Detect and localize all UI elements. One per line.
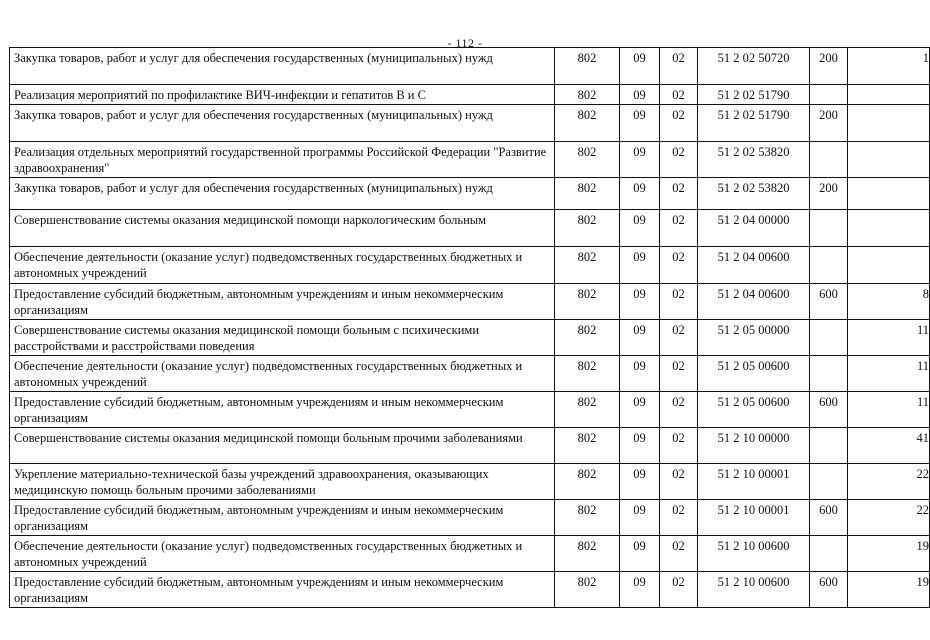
subsection-code-cell: 02	[660, 142, 698, 178]
subsection-code-cell: 02	[660, 105, 698, 142]
page-number: - 112 -	[447, 36, 483, 50]
ministry-code-cell: 802	[555, 464, 620, 500]
ministry-code-cell: 802	[555, 356, 620, 392]
expense-type-cell	[810, 428, 848, 464]
target-article-cell: 51 2 02 50720	[698, 48, 810, 85]
target-article-cell: 51 2 02 51790	[698, 105, 810, 142]
ministry-code-cell: 802	[555, 536, 620, 572]
ministry-code-cell: 802	[555, 572, 620, 608]
amount-cell: 11	[848, 320, 930, 356]
subsection-code-cell: 02	[660, 85, 698, 105]
section-code-cell: 09	[620, 500, 660, 536]
expense-name-cell: Обеспечение деятельности (оказание услуг) подведомственных государственных бюджетных и автономных учреждений	[10, 356, 555, 392]
table-row	[10, 178, 930, 210]
target-article-cell: 51 2 04 00600	[698, 247, 810, 284]
table-row	[10, 210, 930, 247]
table-row	[10, 536, 930, 572]
subsection-code-cell: 02	[660, 428, 698, 464]
amount-cell	[848, 247, 930, 284]
expense-name-cell: Обеспечение деятельности (оказание услуг) подведомственных государственных бюджетных и автономных учреждений	[10, 247, 555, 284]
subsection-code-cell: 02	[660, 392, 698, 428]
subsection-code-cell: 02	[660, 536, 698, 572]
section-code-cell: 09	[620, 464, 660, 500]
table-row	[10, 428, 930, 464]
target-article-cell: 51 2 04 00600	[698, 284, 810, 320]
expense-name-cell: Закупка товаров, работ и услуг для обеспечения государственных (муниципальных) нужд	[10, 48, 555, 85]
amount-cell	[848, 178, 930, 210]
ministry-code-cell: 802	[555, 284, 620, 320]
section-code-cell: 09	[620, 392, 660, 428]
ministry-code-cell: 802	[555, 105, 620, 142]
expense-type-cell	[810, 536, 848, 572]
ministry-code-cell: 802	[555, 428, 620, 464]
subsection-code-cell: 02	[660, 320, 698, 356]
expense-type-cell: 200	[810, 105, 848, 142]
table-row	[10, 85, 930, 105]
subsection-code-cell: 02	[660, 356, 698, 392]
subsection-code-cell: 02	[660, 178, 698, 210]
target-article-cell: 51 2 10 00600	[698, 572, 810, 608]
ministry-code-cell: 802	[555, 392, 620, 428]
budget-table	[9, 47, 930, 608]
table-row	[10, 572, 930, 608]
section-code-cell: 09	[620, 320, 660, 356]
expense-type-cell	[810, 464, 848, 500]
ministry-code-cell: 802	[555, 48, 620, 85]
target-article-cell: 51 2 02 51790	[698, 85, 810, 105]
section-code-cell: 09	[620, 572, 660, 608]
table-row	[10, 247, 930, 284]
expense-type-cell	[810, 356, 848, 392]
subsection-code-cell: 02	[660, 210, 698, 247]
amount-cell	[848, 142, 930, 178]
amount-cell: 8	[848, 284, 930, 320]
amount-cell: 11	[848, 356, 930, 392]
section-code-cell: 09	[620, 48, 660, 85]
amount-cell: 19	[848, 572, 930, 608]
target-article-cell: 51 2 10 00600	[698, 536, 810, 572]
subsection-code-cell: 02	[660, 572, 698, 608]
expense-name-cell: Закупка товаров, работ и услуг для обеспечения государственных (муниципальных) нужд	[10, 105, 555, 142]
subsection-code-cell: 02	[660, 48, 698, 85]
expense-name-cell: Предоставление субсидий бюджетным, автономным учреждениям и иным некоммерческим организациям	[10, 284, 555, 320]
table-row	[10, 48, 930, 85]
section-code-cell: 09	[620, 356, 660, 392]
ministry-code-cell: 802	[555, 178, 620, 210]
subsection-code-cell: 02	[660, 500, 698, 536]
target-article-cell: 51 2 02 53820	[698, 178, 810, 210]
expense-name-cell: Совершенствование системы оказания медицинской помощи больным с психическими расстройствами и расстройствами поведения	[10, 320, 555, 356]
target-article-cell: 51 2 05 00000	[698, 320, 810, 356]
section-code-cell: 09	[620, 536, 660, 572]
table-row	[10, 105, 930, 142]
expense-type-cell	[810, 247, 848, 284]
expense-name-cell: Предоставление субсидий бюджетным, автономным учреждениям и иным некоммерческим организациям	[10, 572, 555, 608]
subsection-code-cell: 02	[660, 284, 698, 320]
ministry-code-cell: 802	[555, 85, 620, 105]
section-code-cell: 09	[620, 142, 660, 178]
table-row	[10, 142, 930, 178]
expense-type-cell	[810, 142, 848, 178]
section-code-cell: 09	[620, 210, 660, 247]
target-article-cell: 51 2 05 00600	[698, 356, 810, 392]
target-article-cell: 51 2 05 00600	[698, 392, 810, 428]
expense-name-cell: Совершенствование системы оказания медицинской помощи наркологическим больным	[10, 210, 555, 247]
expense-name-cell: Реализация мероприятий по профилактике ВИЧ-инфекции и гепатитов В и С	[10, 85, 555, 105]
section-code-cell: 09	[620, 105, 660, 142]
target-article-cell: 51 2 02 53820	[698, 142, 810, 178]
amount-cell	[848, 105, 930, 142]
ministry-code-cell: 802	[555, 320, 620, 356]
table-row	[10, 356, 930, 392]
table-row	[10, 284, 930, 320]
expense-name-cell: Реализация отдельных мероприятий государственной программы Российской Федерации "Развитие здравоохранения"	[10, 142, 555, 178]
expense-name-cell: Предоставление субсидий бюджетным, автономным учреждениям и иным некоммерческим организациям	[10, 392, 555, 428]
amount-cell: 22	[848, 464, 930, 500]
section-code-cell: 09	[620, 85, 660, 105]
expense-name-cell: Предоставление субсидий бюджетным, автономным учреждениям и иным некоммерческим организациям	[10, 500, 555, 536]
ministry-code-cell: 802	[555, 247, 620, 284]
amount-cell: 22	[848, 500, 930, 536]
expense-type-cell: 200	[810, 48, 848, 85]
expense-name-cell: Обеспечение деятельности (оказание услуг) подведомственных государственных бюджетных и автономных учреждений	[10, 536, 555, 572]
target-article-cell: 51 2 10 00000	[698, 428, 810, 464]
subsection-code-cell: 02	[660, 247, 698, 284]
table-row	[10, 392, 930, 428]
ministry-code-cell: 802	[555, 500, 620, 536]
section-code-cell: 09	[620, 284, 660, 320]
expense-name-cell: Закупка товаров, работ и услуг для обеспечения государственных (муниципальных) нужд	[10, 178, 555, 210]
expense-type-cell: 600	[810, 572, 848, 608]
amount-cell	[848, 210, 930, 247]
section-code-cell: 09	[620, 247, 660, 284]
expense-type-cell: 600	[810, 500, 848, 536]
expense-type-cell	[810, 320, 848, 356]
amount-cell: 11	[848, 392, 930, 428]
expense-name-cell: Укрепление материально-технической базы учреждений здравоохранения, оказывающих медицинскую помощь больным прочими заболеваниями	[10, 464, 555, 500]
section-code-cell: 09	[620, 428, 660, 464]
amount-cell: 19	[848, 536, 930, 572]
target-article-cell: 51 2 04 00000	[698, 210, 810, 247]
amount-cell: 41	[848, 428, 930, 464]
expense-name-cell: Совершенствование системы оказания медицинской помощи больным прочими заболеваниями	[10, 428, 555, 464]
expense-type-cell: 600	[810, 392, 848, 428]
expense-type-cell: 200	[810, 178, 848, 210]
table-row	[10, 464, 930, 500]
expense-type-cell	[810, 85, 848, 105]
amount-cell: 1	[848, 48, 930, 85]
target-article-cell: 51 2 10 00001	[698, 464, 810, 500]
subsection-code-cell: 02	[660, 464, 698, 500]
target-article-cell: 51 2 10 00001	[698, 500, 810, 536]
table-row	[10, 500, 930, 536]
expense-type-cell: 600	[810, 284, 848, 320]
ministry-code-cell: 802	[555, 210, 620, 247]
amount-cell	[848, 85, 930, 105]
expense-type-cell	[810, 210, 848, 247]
budget-table-body	[10, 48, 930, 608]
ministry-code-cell: 802	[555, 142, 620, 178]
table-row	[10, 320, 930, 356]
section-code-cell: 09	[620, 178, 660, 210]
